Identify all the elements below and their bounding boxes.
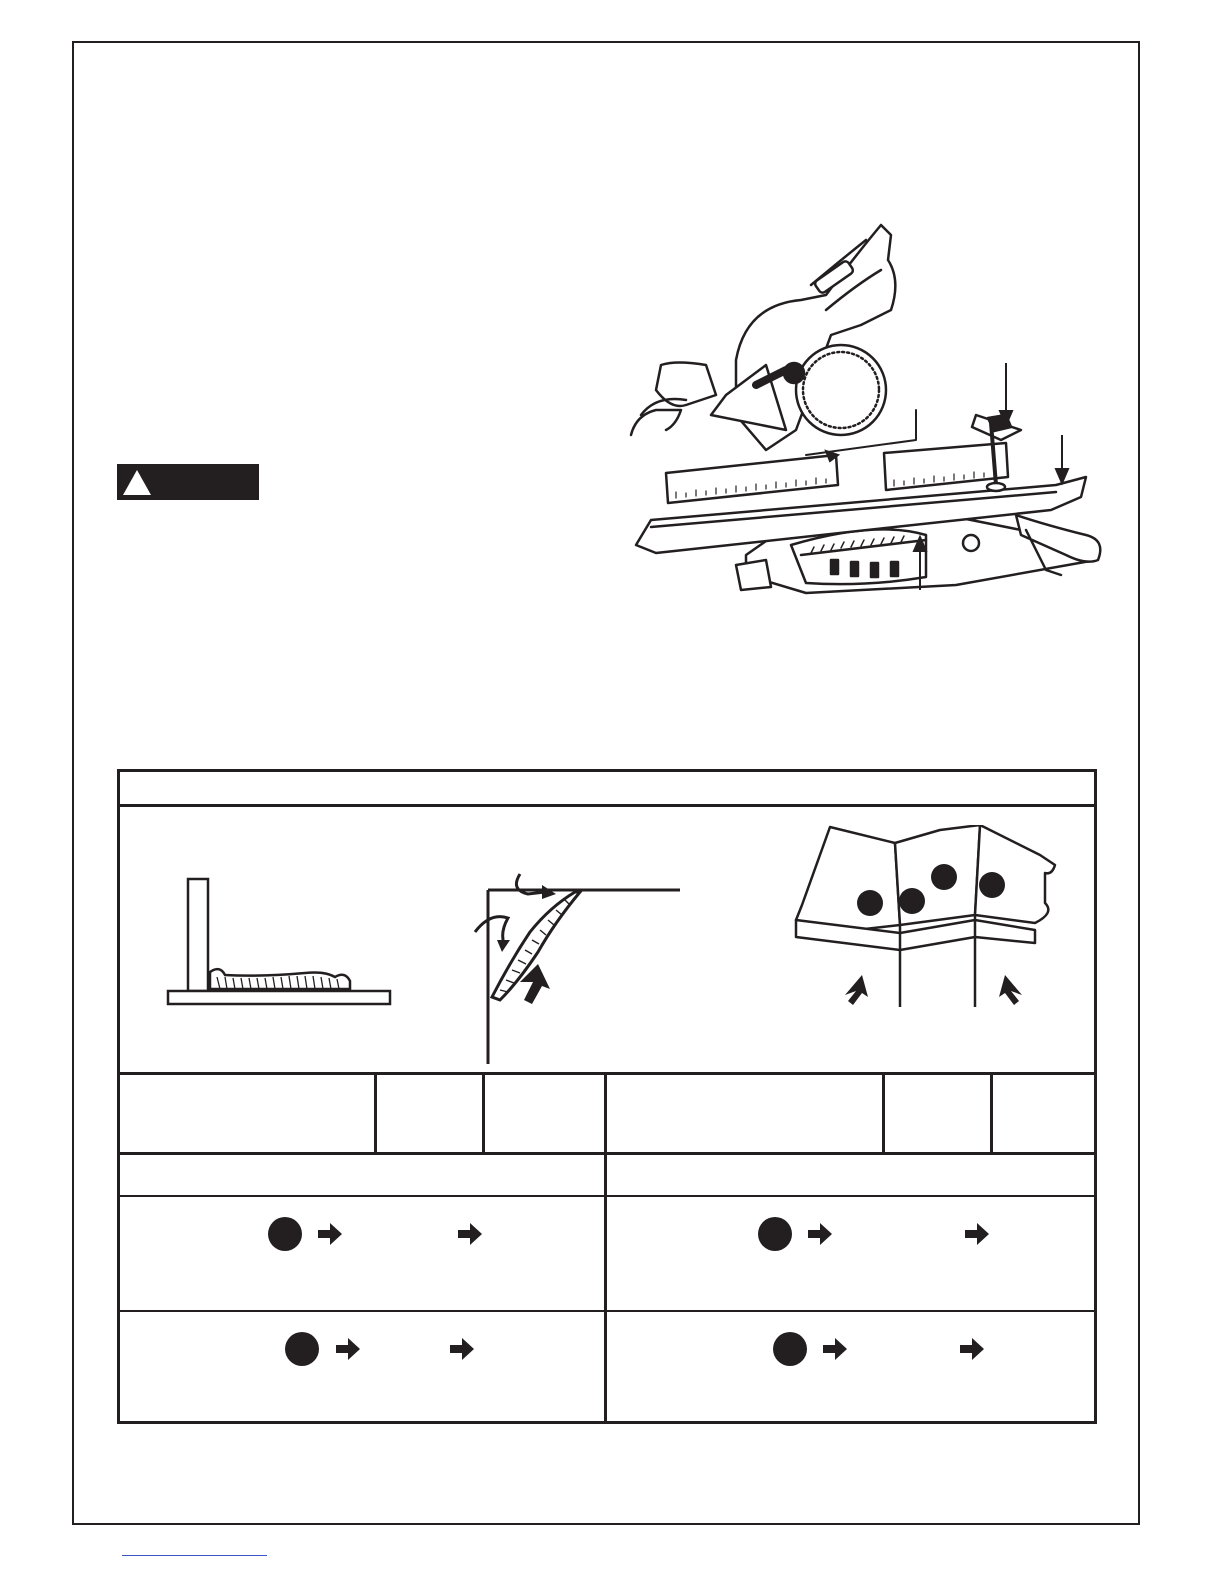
corner-molding-diagram	[790, 825, 1080, 1007]
crown-molding-table	[117, 769, 1097, 1424]
header-cell	[885, 1075, 993, 1155]
header-cell	[377, 1075, 485, 1155]
table-row-cell	[607, 1312, 1094, 1421]
header-cell	[993, 1075, 1094, 1155]
warning-triangle-icon	[120, 467, 154, 497]
table-row-cell	[120, 1197, 607, 1312]
header-cell	[120, 1075, 377, 1155]
right-arrow-icon	[316, 1221, 344, 1247]
table-row-cell	[120, 1312, 607, 1421]
right-arrow-icon	[963, 1221, 991, 1247]
footer-link-underline[interactable]	[122, 1555, 267, 1556]
push-arrow-icon	[999, 975, 1022, 1005]
step-dot-icon	[758, 1217, 792, 1251]
table-title	[120, 772, 1094, 807]
right-arrow-icon	[456, 1221, 484, 1247]
figure-row	[120, 807, 1094, 1075]
header-cell	[607, 1075, 885, 1155]
warning-badge	[117, 464, 259, 500]
header-cell	[485, 1075, 607, 1155]
section-cell	[607, 1155, 1094, 1197]
right-arrow-icon	[448, 1336, 476, 1362]
step-dot-icon	[268, 1217, 302, 1251]
push-arrow-icon	[845, 975, 868, 1005]
section-cell	[120, 1155, 607, 1197]
step-dot-icon	[773, 1332, 807, 1366]
wall-ceiling-molding-diagram	[470, 852, 710, 1067]
right-arrow-icon	[334, 1336, 362, 1362]
right-arrow-icon	[958, 1336, 986, 1362]
right-arrow-icon	[806, 1221, 834, 1247]
flat-molding-diagram	[165, 877, 395, 1017]
right-arrow-icon	[821, 1336, 849, 1362]
miter-saw-illustration	[626, 215, 1116, 595]
step-dot-icon	[285, 1332, 319, 1366]
table-row-cell	[607, 1197, 1094, 1312]
